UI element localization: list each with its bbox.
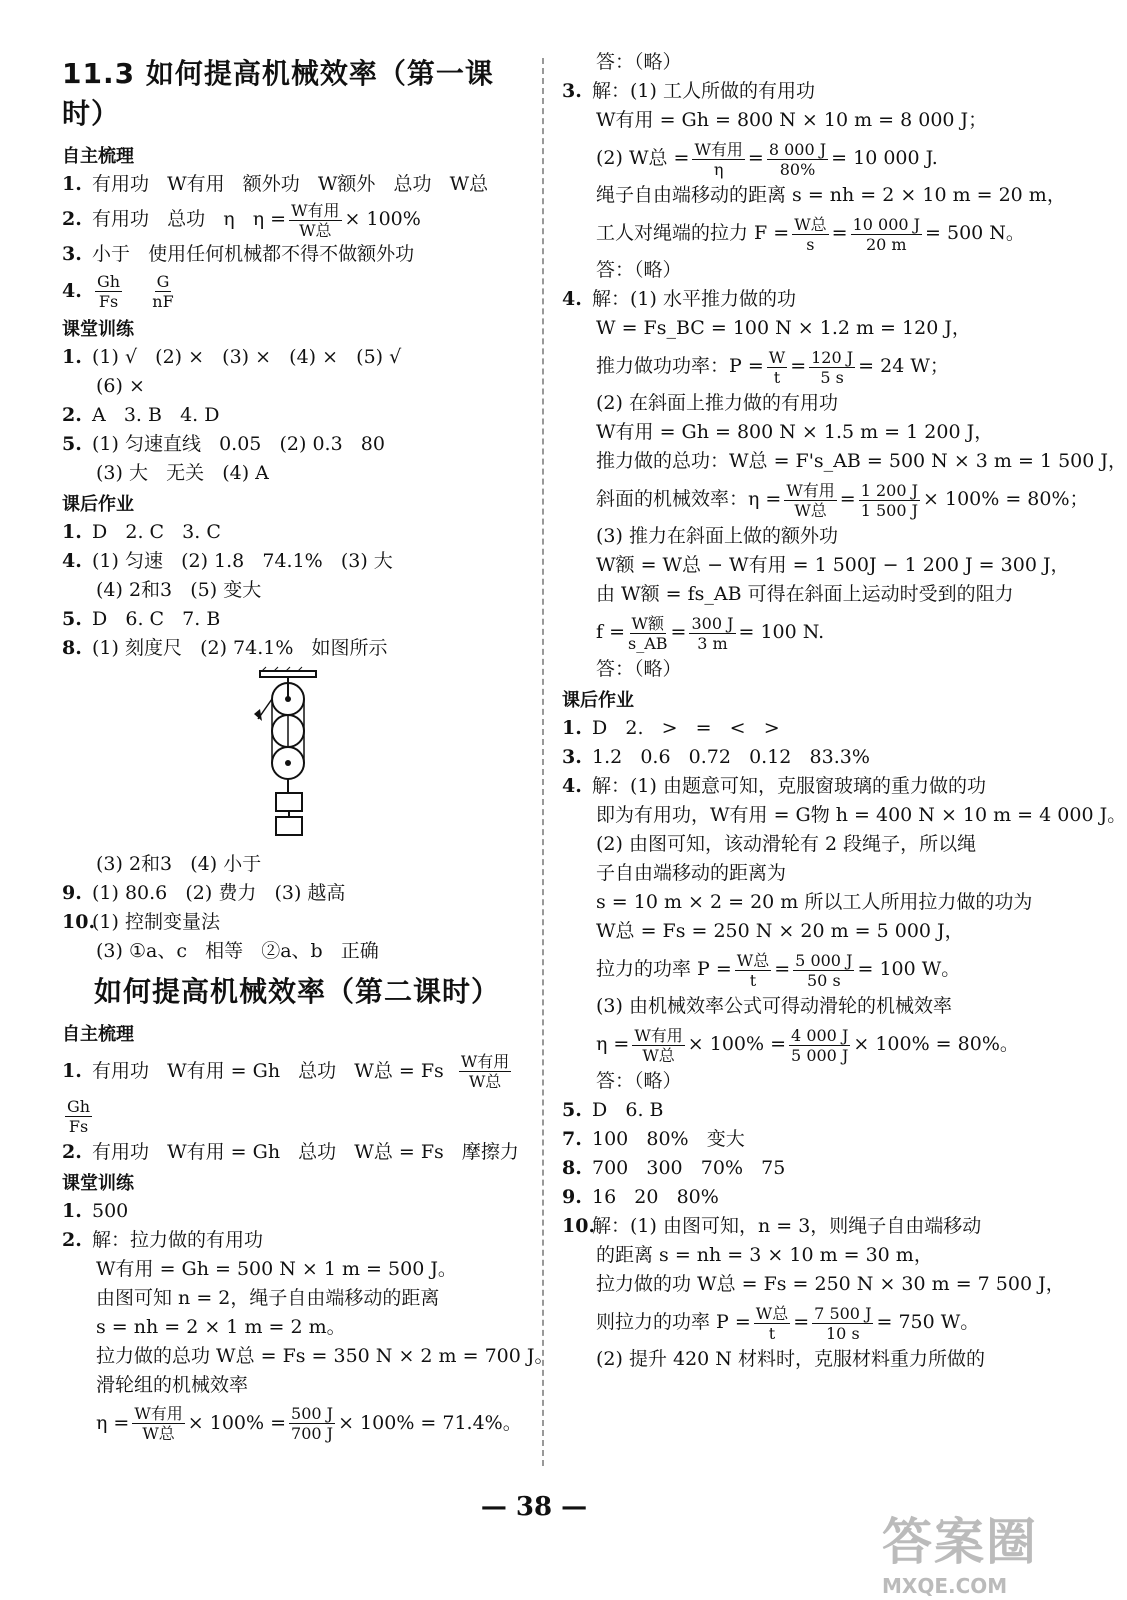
fraction: $\frac{\text{W有用}}{\text{W总}}$ (291, 200, 340, 240)
fraction: $\frac{300 J}{3 m}$ (691, 613, 734, 653)
fraction: $\frac{\text{W总}}{s}$ (794, 214, 827, 254)
right-column: 答：（略） 3. 解：(1) 工人所做的有用功 W有用 = Gh = 800 N × 10 m = 8 000 J； (2) W总 = $\frac{\text{W有用}}{\eta}$ = $\frac{8 000 J}{80\%}$ = 10 000 J. 绳子自由端移动的距离 s = nh = 2 × 10 m = 20 m， 工人对绳端的拉力 F = $\frac{\text{W总}}{s}$ = $\frac{10 000 J}{20 m}$ = 500 N。 答：（略） 4. 解：(1) 水平推力做的功 W = Fs_BC = 100 N × 1.2 m = 120 J， 推力做功功率：P = $\frac{W}{t}$ = $\frac{120 J}{5 s}$ = 24 W； (2) 在斜面上推力做的有用功 W有用 = Gh = 800 N × 1.5 m = 1 200 J， 推力做的总功：W总 = F's_AB = 500 N × 3 m = 1 500 J， 斜面的机械效率：η = $\frac{\text{W有用}}{\text{W总}}$ = $\frac{1 200 J}{1 500 J}$ × 100% = 80%； (3) 推力在斜面上做的额外功 W额 = W总 − W有用 = 1 500J − 1 200 J = 300 J， 由 W额 = fs_AB 可得在斜面上运动时受到的阻力 f = $\frac{\text{W额}}{s\_AB}$ = $\frac{300 J}{3 m}$ = 100 N. 答：（略） 课后作业 1. D 2. > = < > 3. 1.2 0.6 0.72 0.12 83.3% 4. 解：(1) 由题意可知，克服窗玻璃的重力做的功 即为有用功，W有用 = G物 h = 400 N × 10 m = 4 000 J。 (2) 由图可知，该动滑轮有 2 段绳子，所以绳 子自由端移动的距离为 s = 10 m × 2 = 20 m 所以工人所用拉力做的功为 W总 = Fs = 250 N × 20 m = 5 000 J， 拉力的功率 P = $\frac{\text{W总}}{t}$ = $\frac{5 000 J}{50 s}$ = 100 W。 (3) 由机械效率公式可得动滑轮的机械效率 η = $\frac{\text{W有用}}{\text{W总}}$ × 100% = $\frac{4 000 J}{5 000 J}$ × 100% = 80%。 答：（略） 5. D 6. B 7. 100 80% 变大 8. 700 300 70% 75 9. 16 20 80% 10.解：(1) 由图可知，n = 3，则绳子自由端移动 的距离 s = nh = 3 × 10 m = 30 m， 拉力做的功 W总 = Fs = 250 N × 30 m = 7 500 J， 则拉力的功率 P = $\frac{\text{W总}}{t}$ = $\frac{7 500 J}{10 s}$ = 750 W。 (2) 提升 420 N 材料时，克服材料重力所做的 (562, 51, 1127, 1370)
fraction: $\frac{\text{W有用}}{\text{W总}}$ (634, 1025, 683, 1065)
fraction: $\frac{120 J}{5 s}$ (811, 347, 854, 387)
fraction: $\frac{\text{W有用}}{\text{W总}}$ (786, 480, 835, 520)
fraction: $\frac{Gh}{Fs}$ (97, 272, 121, 311)
fraction: $\frac{1 200 J}{1 500 J}$ (860, 480, 919, 520)
fraction: $\frac{\text{W额}}{s\_AB}$ (628, 613, 668, 653)
left-column: 11.3 如何提高机械效率（第一课时） 自主梳理 1. 有用功 W有用 额外功 W额外 总功 W总 2. 有用功 总功 η η = $\frac{\text{W有用}}{\text{W总}}$ × 100% 3. 小于 使用任何机械都不得不做额外功 4. $\frac{Gh}{Fs}$ $\frac{G}{nF}$ 课堂训练 1. (1) √ (2) × (3) × (4) × (5) √ (6) × 2. A 3. B 4. D 5. (1) 匀速直线 0.05 (2) 0.3 80 (3) 大 无关 (4) A 课后作业 1. D 2. C 3. C 4. (1) 匀速 (2) 1.8 74.1% (3) 大 (4) 2和3 (5) 变大 5. D 6. C 7. B 8. (1) 刻度尺 (2) 74.1% 如图所示 (3) 2和3 (4) 小于 9. (1) 80.6 (2) 费力 (3) 越高 10.(1) 控制变量法 (3) ①a、c 相等 ②a、b 正确 如何提高机械效率（第二课时） 自主梳理 1. 有用功 W有用 = Gh 总功 W总 = Fs $\frac{\text{W有用}}{\text{W总}}$ $\frac{Gh}{Fs}$ 2. 有用功 W有用 = Gh 总功 W总 = Fs 摩擦力 课堂训练 1. 500 2. 解：拉力做的有用功 W有用 = Gh = 500 N × 1 m = 500 J。 由图可知 n = 2，绳子自由端移动的距离 s = nh = 2 × 1 m = 2 m。 拉力做的总功 W总 = Fs = 350 N × 2 m = 700 J。 滑轮组的机械效率 η = $\frac{\text{W有用}}{\text{W总}}$ × 100% = $\frac{500 J}{700 J}$ × 100% = 71.4%。 (62, 48, 532, 1446)
section-title: 11.3 如何提高机械效率（第一课时） (62, 57, 494, 130)
column-divider (542, 58, 544, 1466)
fraction: $\frac{\text{W有用}}{\text{W总}}$ (460, 1052, 510, 1091)
fraction: $\frac{W}{t}$ (768, 347, 786, 387)
pulley-figure (252, 669, 532, 844)
answer-1: 有用功 W有用 额外功 W额外 总功 W总 (92, 173, 489, 195)
fraction: $\frac{5 000 J}{50 s}$ (795, 950, 853, 990)
heading-homework: 课后作业 (62, 493, 134, 515)
heading-self-review: 自主梳理 (62, 146, 134, 167)
fraction: $\frac{\text{W总}}{t}$ (755, 1303, 789, 1343)
section-title-2: 如何提高机械效率（第二课时） (93, 974, 500, 1008)
fraction: $\frac{7 500 J}{10 s}$ (814, 1303, 872, 1343)
fraction: $\frac{8 000 J}{80\%}$ (768, 139, 827, 179)
heading-self-review-2: 自主梳理 (62, 1023, 134, 1045)
fraction: $\frac{4 000 J}{5 000 J}$ (791, 1025, 849, 1065)
watermark-logo: 答案圈 MXQE.COM (882, 1513, 1038, 1598)
heading-class-training: 课堂训练 (62, 318, 134, 340)
page-number: — 38 — (480, 1492, 588, 1522)
fraction: $\frac{\text{W总}}{t}$ (736, 950, 770, 990)
pulley-diagram (252, 669, 332, 839)
fraction: $\frac{Gh}{Fs}$ (67, 1097, 91, 1136)
fraction: $\frac{\text{W有用}}{\text{W总}}$ (134, 1404, 183, 1443)
heading-class-training-2: 课堂训练 (62, 1172, 134, 1194)
fraction: $\frac{500 J}{700 J}$ (291, 1404, 334, 1443)
heading-homework-right: 课后作业 (562, 690, 634, 711)
fraction: $\frac{10 000 J}{20 m}$ (852, 214, 921, 254)
fraction: $\frac{G}{nF}$ (152, 272, 174, 311)
fraction: $\frac{\text{W有用}}{\eta}$ (694, 139, 743, 179)
